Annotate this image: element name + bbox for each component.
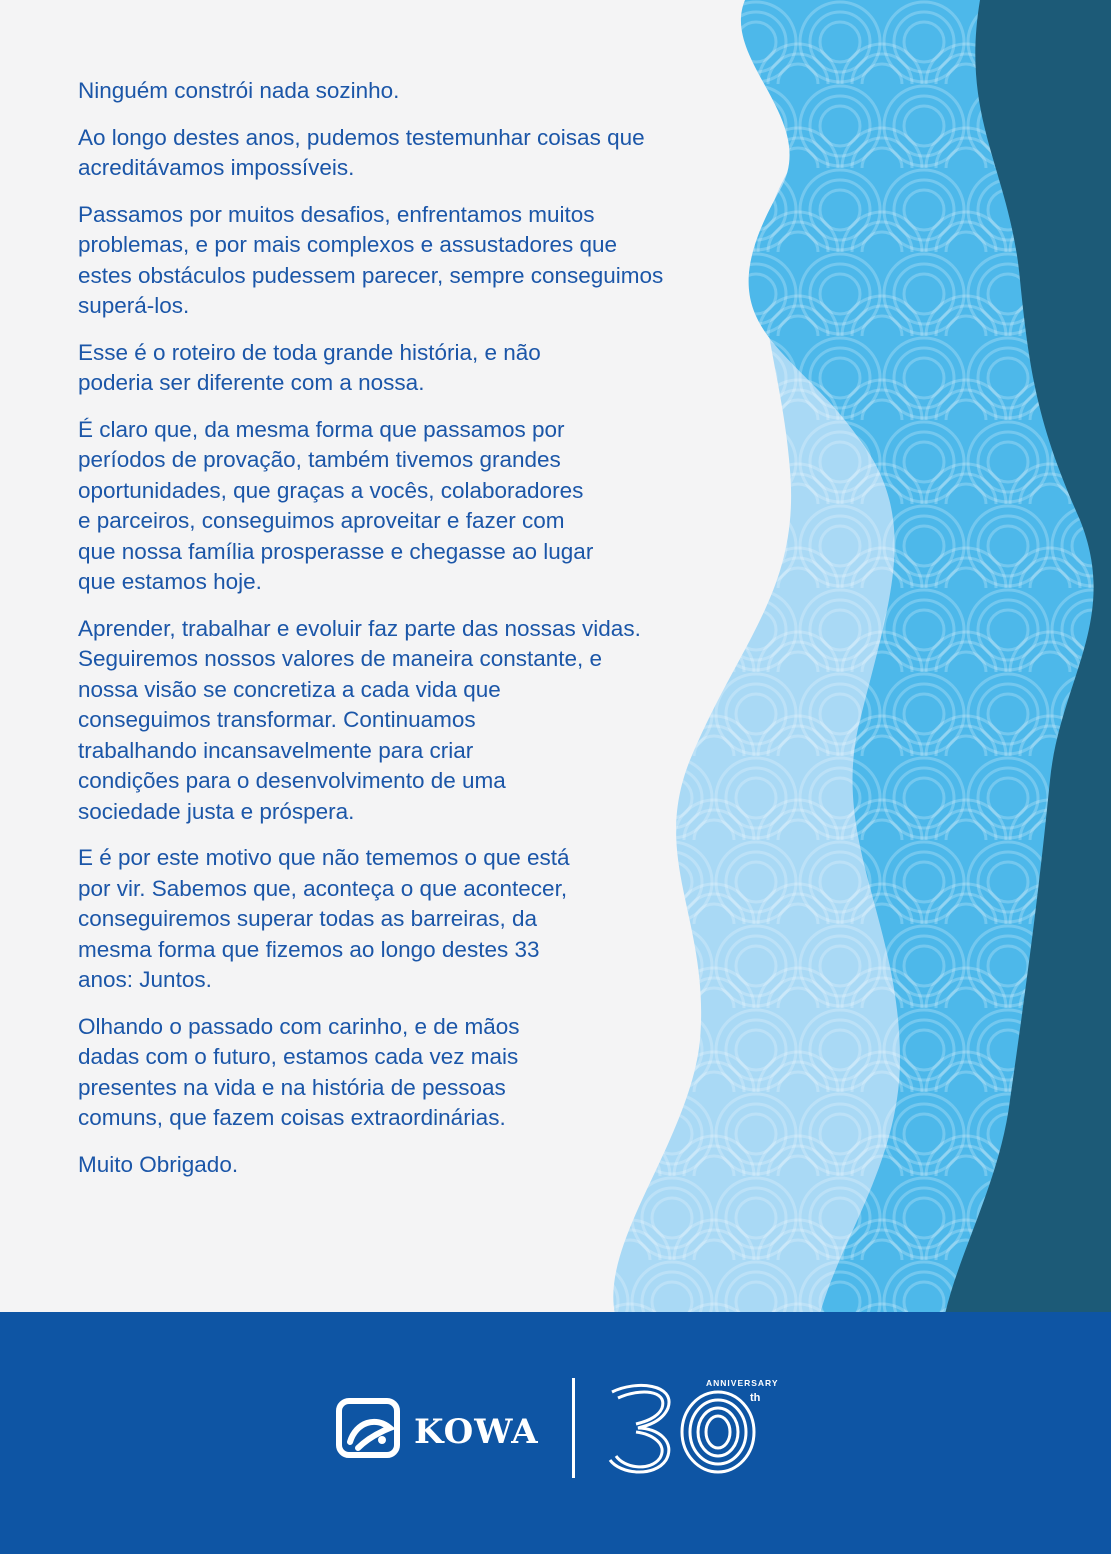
footer-logos (336, 1378, 779, 1478)
logo-divider (572, 1378, 575, 1478)
letter-paragraph: Olhando o passado com carinho, e de mãos dadas com o futuro, estamos cada vez mais presentes na vida e na história de pessoas comuns, que fazem coisas extraordinárias. (78, 1013, 520, 1130)
letter-paragraph: Aprender, trabalhar e evoluir faz parte das nossas vidas. Seguiremos nossos valores de maneira constante, e nossa visão se concretiza a cada vida que conseguimos transformar. Continuamos trabalhando incansavelmente para criar condições para o desenvolvimento de uma sociedade justa e próspera. (78, 615, 641, 824)
letter-paragraph: É claro que, da mesma forma que passamos por períodos de provação, também tivemos grandes oportunidades, que graças a vocês, colaboradores e parceiros, conseguimos aproveitar e fazer com que nossa família prosperasse e chegasse ao lugar que estamos hoje. (78, 416, 594, 594)
anniversary-30-logo (606, 1378, 766, 1478)
letter-paragraph: Esse é o roteiro de toda grande história, e não poderia ser diferente com a nossa. (78, 339, 541, 395)
letter-paragraph: E é por este motivo que não tememos o que está por vir. Sabemos que, aconteça o que acontecer, conseguiremos superar todas as barreiras, da mesma forma que fizemos ao longo destes 33 anos: Juntos. (78, 845, 570, 992)
letter-paragraph: Muito Obrigado. (78, 1151, 239, 1177)
letter-paragraph: Ao longo destes anos, pudemos testemunhar coisas que acreditávamos impossíveis. (78, 124, 645, 180)
letter-body (78, 76, 778, 1196)
anniversary-label: ANNIVERSARY (706, 1378, 779, 1388)
letter-paragraph: Passamos por muitos desafios, enfrentamos muitos problemas, e por mais complexos e assustadores que estes obstáculos pudessem parecer, sempre conseguimos superá-los. (78, 201, 664, 318)
kowa-logo-icon (336, 1398, 408, 1458)
kowa-wordmark: KOWA (414, 1412, 539, 1452)
anniversary-suffix: th (750, 1392, 761, 1404)
letter-paragraph: Ninguém constrói nada sozinho. (78, 78, 400, 103)
